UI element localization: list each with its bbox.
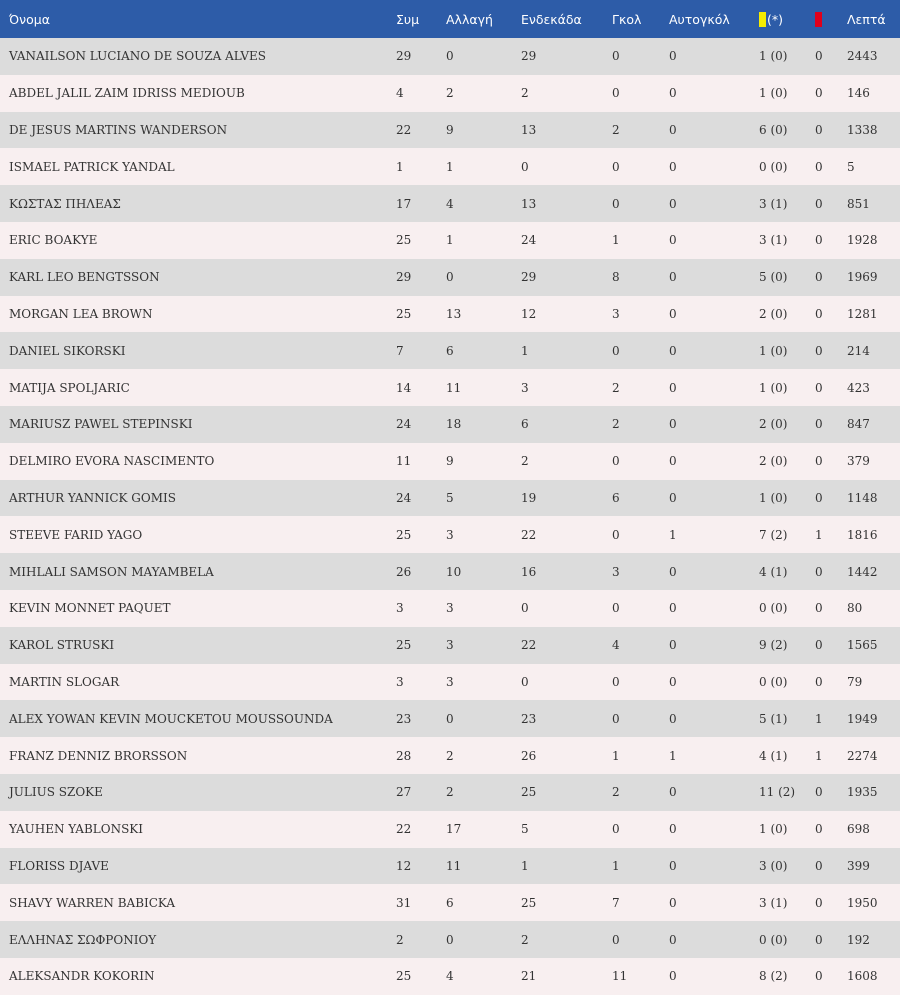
yellow-cards-value: 9 (2) [759,638,788,653]
starting-value: 3 [521,380,529,395]
red-cards-value: 0 [815,454,823,469]
minutes-value: 847 [847,417,870,432]
player-name[interactable]: DANIEL SIKORSKI [9,343,126,358]
starting-value: 29 [521,270,537,285]
yellow-cards-value: 0 (0) [759,601,788,616]
yellow-cards-value: 3 (1) [759,895,788,910]
minutes-value: 1969 [847,270,878,285]
starting-value: 2 [521,932,529,947]
minutes-value: 698 [847,822,870,837]
goals-value: 2 [612,417,620,432]
goals-value: 0 [612,601,620,616]
appearances-value: 22 [396,122,412,137]
player-name[interactable]: SHAVY WARREN BABICKA [9,895,176,910]
appearances-value: 11 [396,454,412,469]
minutes-value: 146 [847,86,870,101]
own-goals-value: 0 [669,233,677,248]
player-name[interactable]: MARTIN SLOGAR [9,674,120,689]
substitute-value: 9 [446,122,454,137]
red-cards-value: 1 [815,527,823,542]
goals-value: 0 [612,932,620,947]
minutes-value: 851 [847,196,870,211]
yellow-card-icon [759,12,766,27]
starting-value: 25 [521,895,537,910]
player-name[interactable]: ARTHUR YANNICK GOMIS [9,490,176,505]
table-row [0,958,900,995]
red-card-icon [815,12,822,27]
minutes-value: 1935 [847,785,878,800]
red-cards-value: 0 [815,822,823,837]
goals-value: 0 [612,822,620,837]
starting-value: 0 [521,674,529,689]
own-goals-value: 0 [669,306,677,321]
substitute-value: 3 [446,674,454,689]
player-name[interactable]: VANAILSON LUCIANO DE SOUZA ALVES [9,49,266,64]
header-yellow-suffix: (*) [767,11,784,27]
goals-value: 2 [612,785,620,800]
own-goals-value: 0 [669,196,677,211]
table-row [0,480,900,517]
substitute-value: 1 [446,233,454,248]
substitute-value: 0 [446,270,454,285]
starting-value: 12 [521,306,537,321]
table-row [0,443,900,480]
red-cards-value: 0 [815,858,823,873]
own-goals-value: 0 [669,564,677,579]
minutes-value: 79 [847,674,863,689]
substitute-value: 5 [446,490,454,505]
starting-value: 22 [521,527,537,542]
header-goals[interactable]: Γκολ [612,11,642,27]
appearances-value: 29 [396,270,412,285]
minutes-value: 379 [847,454,870,469]
yellow-cards-value: 3 (1) [759,233,788,248]
red-cards-value: 0 [815,380,823,395]
red-cards-value: 0 [815,49,823,64]
red-cards-value: 0 [815,233,823,248]
own-goals-value: 0 [669,969,677,984]
appearances-value: 2 [396,932,404,947]
yellow-cards-value: 0 (0) [759,932,788,947]
player-name[interactable]: STEEVE FARID YAGO [9,527,143,542]
minutes-value: 399 [847,858,870,873]
starting-value: 1 [521,343,529,358]
red-cards-value: 0 [815,270,823,285]
table-row [0,848,900,885]
appearances-value: 27 [396,785,412,800]
header-substitute[interactable]: Αλλαγή [446,11,493,27]
goals-value: 2 [612,122,620,137]
starting-value: 5 [521,822,529,837]
player-name[interactable]: ALEKSANDR KOKORIN [9,969,155,984]
red-cards-value: 0 [815,122,823,137]
own-goals-value: 0 [669,417,677,432]
own-goals-value: 0 [669,122,677,137]
table-row [0,296,900,333]
red-cards-value: 1 [815,748,823,763]
own-goals-value: 0 [669,895,677,910]
player-name[interactable]: ALEX YOWAN KEVIN MOUCKETOU MOUSSOUNDA [9,711,333,726]
red-cards-value: 0 [815,417,823,432]
minutes-value: 1565 [847,638,878,653]
substitute-value: 18 [446,417,462,432]
yellow-cards-value: 1 (0) [759,343,788,358]
goals-value: 1 [612,858,620,873]
appearances-value: 28 [396,748,412,763]
substitute-value: 9 [446,454,454,469]
red-cards-value: 0 [815,159,823,174]
own-goals-value: 0 [669,785,677,800]
red-cards-value: 0 [815,490,823,505]
starting-value: 2 [521,454,529,469]
minutes-value: 2443 [847,49,878,64]
table-row [0,553,900,590]
player-name[interactable]: FRANZ DENNIZ BRORSSON [9,748,188,763]
appearances-value: 17 [396,196,412,211]
header-yellow-cards[interactable] [759,0,815,38]
player-name[interactable]: KEVIN MONNET PAQUET [9,601,171,616]
minutes-value: 423 [847,380,870,395]
table-row [0,516,900,553]
yellow-cards-value: 1 (0) [759,49,788,64]
header-own-goals[interactable]: Αυτογκόλ [669,11,730,27]
substitute-value: 1 [446,159,454,174]
minutes-value: 1608 [847,969,878,984]
yellow-cards-value: 4 (1) [759,564,788,579]
player-name[interactable]: YAUHEN YABLONSKI [9,822,144,837]
yellow-cards-value: 0 (0) [759,674,788,689]
own-goals-value: 0 [669,601,677,616]
table-body [0,38,900,995]
table-row [0,185,900,222]
yellow-cards-value: 1 (0) [759,822,788,837]
goals-value: 6 [612,490,620,505]
player-name[interactable]: MATIJA SPOLJARIC [9,380,130,395]
red-cards-value: 0 [815,196,823,211]
yellow-cards-value: 5 (1) [759,711,788,726]
yellow-cards-value: 8 (2) [759,969,788,984]
header-name[interactable]: Όνομα [9,11,50,27]
own-goals-value: 0 [669,822,677,837]
appearances-value: 25 [396,638,412,653]
player-name[interactable]: ΕΛΛΗΝΑΣ ΣΩΦΡΟΝΙΟΥ [9,932,157,947]
red-cards-value: 1 [815,711,823,726]
substitute-value: 6 [446,343,454,358]
red-cards-value: 0 [815,674,823,689]
header-red-cards[interactable] [815,0,847,38]
minutes-value: 1338 [847,122,878,137]
table-row [0,38,900,75]
starting-value: 23 [521,711,537,726]
substitute-value: 3 [446,527,454,542]
own-goals-value: 0 [669,270,677,285]
goals-value: 0 [612,711,620,726]
yellow-cards-value: 2 (0) [759,306,788,321]
appearances-value: 25 [396,527,412,542]
header-appearances[interactable]: Συμ [396,11,420,27]
starting-value: 0 [521,159,529,174]
minutes-value: 1281 [847,306,878,321]
table-row [0,590,900,627]
red-cards-value: 0 [815,638,823,653]
substitute-value: 2 [446,785,454,800]
player-name[interactable]: MORGAN LEA BROWN [9,306,153,321]
player-name[interactable]: KARL LEO BENGTSSON [9,270,160,285]
minutes-value: 5 [847,159,855,174]
starting-value: 16 [521,564,537,579]
table-row [0,774,900,811]
starting-value: 2 [521,86,529,101]
table-row [0,811,900,848]
player-name[interactable]: ISMAEL PATRICK YANDAL [9,159,175,174]
player-name[interactable]: JULIUS SZOKE [9,785,103,800]
own-goals-value: 0 [669,86,677,101]
substitute-value: 10 [446,564,462,579]
substitute-value: 4 [446,196,454,211]
table-row [0,75,900,112]
goals-value: 3 [612,564,620,579]
red-cards-value: 0 [815,932,823,947]
red-cards-value: 0 [815,601,823,616]
yellow-cards-value: 1 (0) [759,380,788,395]
own-goals-value: 0 [669,49,677,64]
table-row [0,148,900,185]
yellow-cards-value: 11 (2) [759,785,796,800]
minutes-value: 1148 [847,490,878,505]
own-goals-value: 0 [669,380,677,395]
own-goals-value: 0 [669,932,677,947]
substitute-value: 4 [446,969,454,984]
own-goals-value: 1 [669,748,677,763]
appearances-value: 31 [396,895,412,910]
goals-value: 0 [612,454,620,469]
table-row [0,700,900,737]
goals-value: 0 [612,159,620,174]
yellow-cards-value: 3 (1) [759,196,788,211]
appearances-value: 4 [396,86,404,101]
header-row [0,0,900,38]
player-name[interactable]: DELMIRO EVORA NASCIMENTO [9,454,215,469]
own-goals-value: 0 [669,674,677,689]
minutes-value: 214 [847,343,870,358]
starting-value: 24 [521,233,537,248]
appearances-value: 3 [396,674,404,689]
yellow-cards-value: 4 (1) [759,748,788,763]
appearances-value: 29 [396,49,412,64]
goals-value: 0 [612,674,620,689]
goals-value: 0 [612,196,620,211]
substitute-value: 11 [446,858,462,873]
table-row [0,369,900,406]
appearances-value: 14 [396,380,412,395]
player-name[interactable]: MARIUSZ PAWEL STEPINSKI [9,417,193,432]
yellow-cards-value: 5 (0) [759,270,788,285]
appearances-value: 24 [396,417,412,432]
goals-value: 3 [612,306,620,321]
red-cards-value: 0 [815,343,823,358]
starting-value: 25 [521,785,537,800]
red-cards-value: 0 [815,895,823,910]
player-name[interactable]: ΚΩΣΤΑΣ ΠΗΛΕΑΣ [9,196,121,211]
player-name[interactable]: ABDEL JALIL ZAIM IDRISS MEDIOUB [9,86,245,101]
substitute-value: 0 [446,49,454,64]
yellow-cards-value: 1 (0) [759,490,788,505]
appearances-value: 3 [396,601,404,616]
player-name[interactable]: DE JESUS MARTINS WANDERSON [9,122,228,137]
goals-value: 11 [612,969,628,984]
table-row [0,222,900,259]
minutes-value: 2274 [847,748,878,763]
starting-value: 19 [521,490,537,505]
table-row [0,737,900,774]
goals-value: 1 [612,748,620,763]
goals-value: 0 [612,527,620,542]
appearances-value: 25 [396,306,412,321]
own-goals-value: 0 [669,858,677,873]
header-starting[interactable]: Ενδεκάδα [521,11,582,27]
appearances-value: 25 [396,233,412,248]
appearances-value: 7 [396,343,404,358]
red-cards-value: 0 [815,969,823,984]
appearances-value: 24 [396,490,412,505]
yellow-cards-value: 6 (0) [759,122,788,137]
own-goals-value: 0 [669,454,677,469]
goals-value: 2 [612,380,620,395]
substitute-value: 17 [446,822,462,837]
yellow-cards-value: 0 (0) [759,159,788,174]
starting-value: 0 [521,601,529,616]
own-goals-value: 0 [669,490,677,505]
table-row [0,627,900,664]
red-cards-value: 0 [815,86,823,101]
goals-value: 1 [612,233,620,248]
appearances-value: 26 [396,564,412,579]
table-row [0,921,900,958]
goals-value: 4 [612,638,620,653]
yellow-cards-value: 1 (0) [759,86,788,101]
own-goals-value: 0 [669,159,677,174]
own-goals-value: 0 [669,638,677,653]
minutes-value: 80 [847,601,863,616]
yellow-cards-value: 2 (0) [759,417,788,432]
minutes-value: 1928 [847,233,878,248]
red-cards-value: 0 [815,306,823,321]
substitute-value: 3 [446,601,454,616]
substitute-value: 13 [446,306,462,321]
player-name[interactable]: FLORISS DJAVE [9,858,109,873]
substitute-value: 6 [446,895,454,910]
starting-value: 21 [521,969,537,984]
own-goals-value: 1 [669,527,677,542]
goals-value: 0 [612,49,620,64]
table-row [0,112,900,149]
appearances-value: 22 [396,822,412,837]
substitute-value: 0 [446,932,454,947]
appearances-value: 1 [396,159,404,174]
goals-value: 0 [612,343,620,358]
substitute-value: 11 [446,380,462,395]
substitute-value: 0 [446,711,454,726]
own-goals-value: 0 [669,343,677,358]
goals-value: 7 [612,895,620,910]
header-minutes[interactable]: Λεπτά [847,11,886,27]
table-header [0,0,900,38]
substitute-value: 3 [446,638,454,653]
minutes-value: 1949 [847,711,878,726]
red-cards-value: 0 [815,785,823,800]
table-row [0,406,900,443]
yellow-cards-value: 3 (0) [759,858,788,873]
player-name[interactable]: KAROL STRUSKI [9,638,115,653]
minutes-value: 1950 [847,895,878,910]
red-cards-value: 0 [815,564,823,579]
appearances-value: 25 [396,969,412,984]
appearances-value: 23 [396,711,412,726]
yellow-cards-value: 7 (2) [759,527,788,542]
table-row [0,259,900,296]
table-row [0,332,900,369]
starting-value: 26 [521,748,537,763]
goals-value: 0 [612,86,620,101]
minutes-value: 1816 [847,527,878,542]
starting-value: 6 [521,417,529,432]
minutes-value: 192 [847,932,870,947]
starting-value: 29 [521,49,537,64]
starting-value: 1 [521,858,529,873]
substitute-value: 2 [446,86,454,101]
goals-value: 8 [612,270,620,285]
minutes-value: 1442 [847,564,878,579]
starting-value: 13 [521,196,537,211]
yellow-cards-value: 2 (0) [759,454,788,469]
player-name[interactable]: MIHLALI SAMSON MAYAMBELA [9,564,214,579]
substitute-value: 2 [446,748,454,763]
table-row [0,664,900,701]
own-goals-value: 0 [669,711,677,726]
starting-value: 13 [521,122,537,137]
starting-value: 22 [521,638,537,653]
player-name[interactable]: ERIC BOAKYE [9,233,98,248]
appearances-value: 12 [396,858,412,873]
table-row [0,884,900,921]
